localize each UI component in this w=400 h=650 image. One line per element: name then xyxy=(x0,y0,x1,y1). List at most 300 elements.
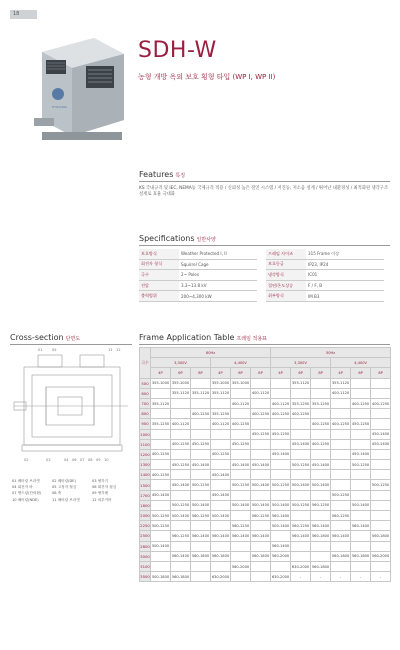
spec-value: Squirrel Cage xyxy=(179,259,257,270)
frame-cell xyxy=(351,429,371,439)
spec-row xyxy=(139,259,257,270)
frame-cell: 400-1120 xyxy=(211,419,231,429)
spec-value: 200~4,300 kW xyxy=(179,291,257,302)
frame-cell: 400-1120 xyxy=(271,398,291,408)
frame-cell xyxy=(231,541,251,551)
frame-cell: 560-1400 xyxy=(351,521,371,531)
xs-bottom-label: 03 xyxy=(46,458,51,462)
table-row xyxy=(140,561,391,571)
frame-cell xyxy=(171,409,191,419)
frame-cell: 355-1120 xyxy=(211,388,231,398)
frame-cell: 450-1250 xyxy=(271,429,291,439)
frame-cell xyxy=(171,398,191,408)
frame-cell xyxy=(351,561,371,571)
frame-cell xyxy=(331,470,351,480)
frame-cell: - xyxy=(311,572,331,582)
frame-cell xyxy=(211,521,231,531)
frame-cell xyxy=(351,541,371,551)
frame-cell xyxy=(231,551,251,561)
output-kw: 500 xyxy=(140,378,151,388)
frame-cell: 500-1250 xyxy=(151,511,171,521)
pole-header: 6P xyxy=(351,368,371,378)
frame-cell: 560-1400 xyxy=(231,531,251,541)
frame-cell xyxy=(191,561,211,571)
hz-header: 60Hz xyxy=(151,348,271,358)
frame-cell xyxy=(151,500,171,510)
spec-value: IC01 xyxy=(306,270,384,281)
frame-cell: 400-1250 xyxy=(331,419,351,429)
frame-cell xyxy=(211,500,231,510)
frame-cell: 560-1250 xyxy=(191,511,211,521)
pole-header: 8P xyxy=(251,368,271,378)
frame-cell xyxy=(291,551,311,561)
features-title: Features xyxy=(139,170,174,179)
frame-cell xyxy=(231,470,251,480)
frame-cell xyxy=(251,561,271,571)
frame-cell: 400-1250 xyxy=(151,449,171,459)
table-row xyxy=(140,541,391,551)
frame-cell xyxy=(351,470,371,480)
spec-label: 프레임 사이즈 xyxy=(266,249,306,259)
frame-cell xyxy=(171,561,191,571)
spec-row xyxy=(266,249,384,259)
voltage-header: 3,300V xyxy=(271,358,331,368)
application-table-title: Frame Application Table xyxy=(139,333,235,342)
legend-item: 10 베어링(NDE) xyxy=(12,497,39,502)
frame-cell xyxy=(211,429,231,439)
frame-cell: 560-1800 xyxy=(251,551,271,561)
frame-cell: 630-2000 xyxy=(211,572,231,582)
frame-cell: 450-1400 xyxy=(371,439,391,449)
legend-item: 05 고정자 철심 xyxy=(52,485,77,490)
frame-cell: 450-1250 xyxy=(231,439,251,449)
frame-cell xyxy=(251,521,271,531)
frame-cell: 355-1120 xyxy=(331,378,351,388)
cross-section-legend xyxy=(12,478,134,503)
frame-cell xyxy=(271,439,291,449)
pole-header: 8P xyxy=(311,368,331,378)
frame-cell xyxy=(231,490,251,500)
output-kw: 3100 xyxy=(140,561,151,571)
frame-cell xyxy=(211,480,231,490)
table-row xyxy=(140,429,391,439)
frame-cell: 355-1120 xyxy=(151,398,171,408)
frame-cell: - xyxy=(371,572,391,582)
spec-row xyxy=(139,280,257,291)
frame-cell: 560-1250 xyxy=(331,511,351,521)
frame-cell xyxy=(371,470,391,480)
frame-cell xyxy=(271,388,291,398)
frame-cell xyxy=(351,511,371,521)
frame-cell xyxy=(151,561,171,571)
output-kw: 1700 xyxy=(140,490,151,500)
table-row xyxy=(140,449,391,459)
frame-cell: 500-1250 xyxy=(371,480,391,490)
frame-cell xyxy=(311,470,331,480)
pole-header: 6P xyxy=(231,368,251,378)
frame-cell xyxy=(311,429,331,439)
frame-cell xyxy=(251,541,271,551)
frame-cell: 560-1800 xyxy=(191,551,211,561)
frame-cell: 630-2000 xyxy=(291,561,311,571)
frame-cell: 500-1400 xyxy=(311,480,331,490)
frame-cell: 355-1250 xyxy=(151,419,171,429)
frame-cell: 500-1400 xyxy=(151,541,171,551)
frame-cell: 450-1400 xyxy=(211,470,231,480)
frame-cell: 500-1400 xyxy=(251,500,271,510)
frame-cell xyxy=(191,449,211,459)
frame-cell: 500-1400 xyxy=(271,521,291,531)
frame-cell xyxy=(271,531,291,541)
frame-cell xyxy=(211,541,231,551)
spec-table-left xyxy=(139,249,257,302)
frame-cell xyxy=(251,470,271,480)
frame-cell xyxy=(291,419,311,429)
frame-cell xyxy=(211,439,231,449)
frame-cell: 450-1400 xyxy=(191,460,211,470)
frame-cell xyxy=(371,500,391,510)
cross-section-title: Cross-section xyxy=(10,333,64,342)
frame-cell xyxy=(231,572,251,582)
spec-row xyxy=(266,280,384,291)
output-kw: 1500 xyxy=(140,480,151,490)
frame-cell: 560-1400 xyxy=(291,531,311,541)
frame-cell: 355-1000 xyxy=(171,378,191,388)
frame-cell: 560-1400 xyxy=(271,541,291,551)
frame-cell xyxy=(371,521,391,531)
legend-item: 03 냉각기 xyxy=(92,479,109,483)
frame-cell: 400-1250 xyxy=(371,398,391,408)
spec-row xyxy=(266,259,384,270)
frame-cell xyxy=(191,419,211,429)
frame-cell: 500-1800 xyxy=(151,572,171,582)
frame-cell xyxy=(351,490,371,500)
table-row xyxy=(140,490,391,500)
spec-value: Weather Protected I, II xyxy=(179,249,257,259)
frame-cell: 560-1800 xyxy=(211,551,231,561)
features-rule xyxy=(139,181,390,182)
output-kw: 3500 xyxy=(140,572,151,582)
frame-cell xyxy=(331,460,351,470)
xs-bottom-label: 06 xyxy=(72,458,77,462)
spec-value: 3.3~13.8 kV xyxy=(179,280,257,291)
frame-cell: 560-1400 xyxy=(331,531,351,541)
cross-section-title-ko: 단면도 xyxy=(65,336,81,342)
output-kw: 2000 xyxy=(140,511,151,521)
frame-cell xyxy=(231,511,251,521)
table-row xyxy=(140,439,391,449)
frame-cell xyxy=(191,398,211,408)
frame-cell xyxy=(231,388,251,398)
frame-cell: 560-1250 xyxy=(311,500,331,510)
frame-cell: 450-1250 xyxy=(191,439,211,449)
output-kw: 700 xyxy=(140,398,151,408)
cross-section-diagram xyxy=(10,345,132,465)
page-number: 18 xyxy=(10,10,37,19)
specifications-rule xyxy=(139,245,390,246)
frame-cell xyxy=(311,409,331,419)
spec-value: IP23, IP24 xyxy=(306,259,384,270)
frame-cell xyxy=(271,419,291,429)
frame-cell xyxy=(351,409,371,419)
frame-cell: - xyxy=(331,572,351,582)
pole-header: 6P xyxy=(171,368,191,378)
frame-cell xyxy=(311,541,331,551)
frame-cell: 500-1250 xyxy=(191,480,211,490)
frame-cell: 560-1400 xyxy=(311,521,331,531)
table-header-row xyxy=(140,348,391,358)
spec-row xyxy=(266,291,384,302)
frame-cell: 560-1800 xyxy=(311,561,331,571)
output-kw: 900 xyxy=(140,419,151,429)
frame-cell: 560-1800 xyxy=(351,551,371,561)
xs-bottom-label: 07 xyxy=(80,458,85,462)
legend-item: 09 냉각팬 xyxy=(92,491,109,496)
spec-row xyxy=(139,291,257,302)
legend-item: 06 회전자 철심 xyxy=(92,485,117,490)
xs-top-label: 05 xyxy=(52,348,57,352)
pole-header: 4P xyxy=(331,368,351,378)
frame-cell xyxy=(191,521,211,531)
xs-bottom-label: 04 xyxy=(64,458,69,462)
frame-cell xyxy=(291,490,311,500)
frame-cell: 355-1120 xyxy=(191,388,211,398)
spec-value: 2~ Poles xyxy=(179,270,257,281)
frame-cell: 355-1000 xyxy=(231,378,251,388)
spec-value: F / F, B xyxy=(306,280,384,291)
frame-cell: 500-1250 xyxy=(291,500,311,510)
frame-cell xyxy=(371,388,391,398)
table-row xyxy=(140,531,391,541)
frame-cell xyxy=(331,561,351,571)
frame-cell: 500-1400 xyxy=(191,500,211,510)
frame-cell xyxy=(371,378,391,388)
frame-cell xyxy=(231,429,251,439)
frame-cell: 500-1250 xyxy=(351,460,371,470)
table-row xyxy=(140,470,391,480)
page-title: SDH-W xyxy=(138,38,217,63)
frame-cell: 450-1400 xyxy=(171,480,191,490)
frame-cell xyxy=(351,480,371,490)
pole-header: 4P xyxy=(211,368,231,378)
table-row xyxy=(140,500,391,510)
frame-cell: 560-2000 xyxy=(371,551,391,561)
output-kw: 1200 xyxy=(140,449,151,459)
frame-cell: 400-1250 xyxy=(291,409,311,419)
frame-cell: 400-1250 xyxy=(311,439,331,449)
cross-section-heading xyxy=(10,333,80,342)
voltage-header: 4,400V xyxy=(331,358,391,368)
frame-cell: 450-1250 xyxy=(171,460,191,470)
frame-cell xyxy=(351,439,371,449)
output-kw: 1800 xyxy=(140,500,151,510)
spec-value: IM B3 xyxy=(306,291,384,302)
frame-cell: 400-1250 xyxy=(191,409,211,419)
frame-cell: 500-1250 xyxy=(151,521,171,531)
application-table-heading xyxy=(139,333,267,342)
frame-cell: 400-1250 xyxy=(311,419,331,429)
output-kw: 2800 xyxy=(140,541,151,551)
frame-cell xyxy=(311,449,331,459)
legend-item: 04 회전자 바 xyxy=(12,485,33,490)
legend-item: 08 축 xyxy=(52,491,62,496)
frame-cell xyxy=(151,551,171,561)
frame-cell xyxy=(371,419,391,429)
spec-table-right xyxy=(266,249,384,302)
frame-cell xyxy=(311,511,331,521)
output-kw: 1000 xyxy=(140,429,151,439)
xs-top-label: 12 xyxy=(116,348,121,352)
frame-cell xyxy=(291,449,311,459)
features-text: KS 국내규격 및 IEC, NEMA등 국제규격 적용 / 신뢰성 높은 절연 시스템 / 저진동, 저소음 설계 / 뛰어난 내환경성 / 최적화된 냉각구조 설계로 효율 극대화 xyxy=(139,186,389,197)
table-row xyxy=(140,480,391,490)
frame-cell xyxy=(171,490,191,500)
spec-label: 회전자 형식 xyxy=(139,259,179,270)
frame-cell xyxy=(331,541,351,551)
frame-cell: 400-1250 xyxy=(351,398,371,408)
frame-cell xyxy=(271,460,291,470)
frame-cell: 560-1250 xyxy=(231,521,251,531)
svg-text:HYOSUNG: HYOSUNG xyxy=(52,105,67,109)
frame-cell xyxy=(331,449,351,459)
spec-value: 315 Frame 이상 xyxy=(306,249,384,259)
frame-cell: 450-1400 xyxy=(371,429,391,439)
frame-cell xyxy=(191,572,211,582)
application-table-title-ko: 프레임 적용표 xyxy=(236,336,267,342)
frame-cell xyxy=(171,541,191,551)
frame-cell: 450-1400 xyxy=(351,449,371,459)
frame-cell xyxy=(251,419,271,429)
frame-cell: 500-1400 xyxy=(291,480,311,490)
frame-cell: 400-1250 xyxy=(211,449,231,459)
frame-cell xyxy=(251,398,271,408)
frame-cell: 400-1120 xyxy=(171,419,191,429)
frame-cell xyxy=(331,480,351,490)
frame-cell: 560-2000 xyxy=(231,561,251,571)
output-kw: 3000 xyxy=(140,551,151,561)
frame-cell: 450-1400 xyxy=(151,490,171,500)
frame-cell: 500-1400 xyxy=(231,500,251,510)
table-row xyxy=(140,378,391,388)
frame-cell xyxy=(151,480,171,490)
frame-cell: 500-1400 xyxy=(271,500,291,510)
frame-cell: 560-1800 xyxy=(331,551,351,561)
features-title-ko: 특징 xyxy=(175,173,186,179)
frame-application-table xyxy=(139,347,391,582)
specifications-heading xyxy=(139,234,216,243)
frame-cell: 500-1250 xyxy=(291,460,311,470)
frame-cell: 500-1250 xyxy=(331,490,351,500)
legend-item: 12 외부커버 xyxy=(92,497,112,502)
table-row xyxy=(140,398,391,408)
frame-cell: 560-2000 xyxy=(271,551,291,561)
xs-bottom-label: 10 xyxy=(104,458,109,462)
specifications-title: Specifications xyxy=(139,234,195,243)
output-kw: 600 xyxy=(140,388,151,398)
output-kw: 1400 xyxy=(140,470,151,480)
frame-cell xyxy=(271,470,291,480)
pole-header: 8P xyxy=(191,368,211,378)
legend-item: 07 엔드링(단락환) xyxy=(12,491,42,496)
xs-bottom-label: 09 xyxy=(96,458,101,462)
frame-cell: 450-1250 xyxy=(251,429,271,439)
frame-cell xyxy=(251,490,271,500)
frame-cell: 560-1400 xyxy=(171,551,191,561)
hz-header: 50Hz xyxy=(271,348,391,358)
legend-item: 11 베어링 브라켓 xyxy=(52,497,80,502)
frame-cell xyxy=(331,500,351,510)
frame-cell xyxy=(291,429,311,439)
pole-header: 8P xyxy=(371,368,391,378)
frame-cell xyxy=(351,531,371,541)
table-header-row xyxy=(140,358,391,368)
page-subtitle: 농형 개방 옥외 보호 횡형 타입 (WP I, WP II) xyxy=(138,73,276,81)
spec-label: 절연/온도상승 xyxy=(266,280,306,291)
frame-cell: - xyxy=(291,572,311,582)
frame-cell xyxy=(291,511,311,521)
legend-item: 02 베어링(DE) xyxy=(52,479,76,483)
frame-cell xyxy=(271,561,291,571)
frame-cell: 450-1400 xyxy=(211,490,231,500)
xs-top-label: 11 xyxy=(108,348,113,352)
output-kw: 800 xyxy=(140,409,151,419)
frame-cell xyxy=(251,449,271,459)
output-kw: 1300 xyxy=(140,460,151,470)
frame-cell: 560-1400 xyxy=(191,531,211,541)
frame-cell: 400-1250 xyxy=(151,470,171,480)
frame-cell: 400-1120 xyxy=(331,388,351,398)
table-row xyxy=(140,409,391,419)
frame-cell xyxy=(291,541,311,551)
frame-cell: 560-1250 xyxy=(291,521,311,531)
frame-cell xyxy=(371,490,391,500)
frame-cell: 500-1400 xyxy=(171,511,191,521)
table-row xyxy=(140,572,391,582)
frame-cell xyxy=(351,378,371,388)
frame-cell xyxy=(171,521,191,531)
frame-cell xyxy=(211,398,231,408)
frame-cell xyxy=(191,378,211,388)
frame-cell xyxy=(291,470,311,480)
frame-cell xyxy=(251,439,271,449)
frame-cell: 400-1250 xyxy=(271,409,291,419)
frame-cell xyxy=(371,460,391,470)
table-row xyxy=(140,511,391,521)
frame-cell xyxy=(291,388,311,398)
table-row xyxy=(140,460,391,470)
frame-cell: 500-1400 xyxy=(251,480,271,490)
voltage-header: 4,400V xyxy=(211,358,271,368)
table-row xyxy=(140,419,391,429)
frame-cell xyxy=(171,470,191,480)
corner-poles-label: 극수 xyxy=(140,348,151,379)
table-header-row xyxy=(140,368,391,378)
spec-label: 냉각방식 xyxy=(266,270,306,281)
spec-label: 보호방식 xyxy=(139,249,179,259)
frame-cell xyxy=(371,449,391,459)
frame-cell: 400-1250 xyxy=(251,409,271,419)
frame-cell xyxy=(331,409,351,419)
spec-label: 취부방식 xyxy=(266,291,306,302)
frame-cell xyxy=(271,490,291,500)
frame-cell xyxy=(331,398,351,408)
frame-cell: 500-1250 xyxy=(171,500,191,510)
frame-cell: 355-1250 xyxy=(291,398,311,408)
output-kw: 1100 xyxy=(140,439,151,449)
table-row xyxy=(140,388,391,398)
spec-label: 전압 xyxy=(139,280,179,291)
frame-cell xyxy=(271,378,291,388)
